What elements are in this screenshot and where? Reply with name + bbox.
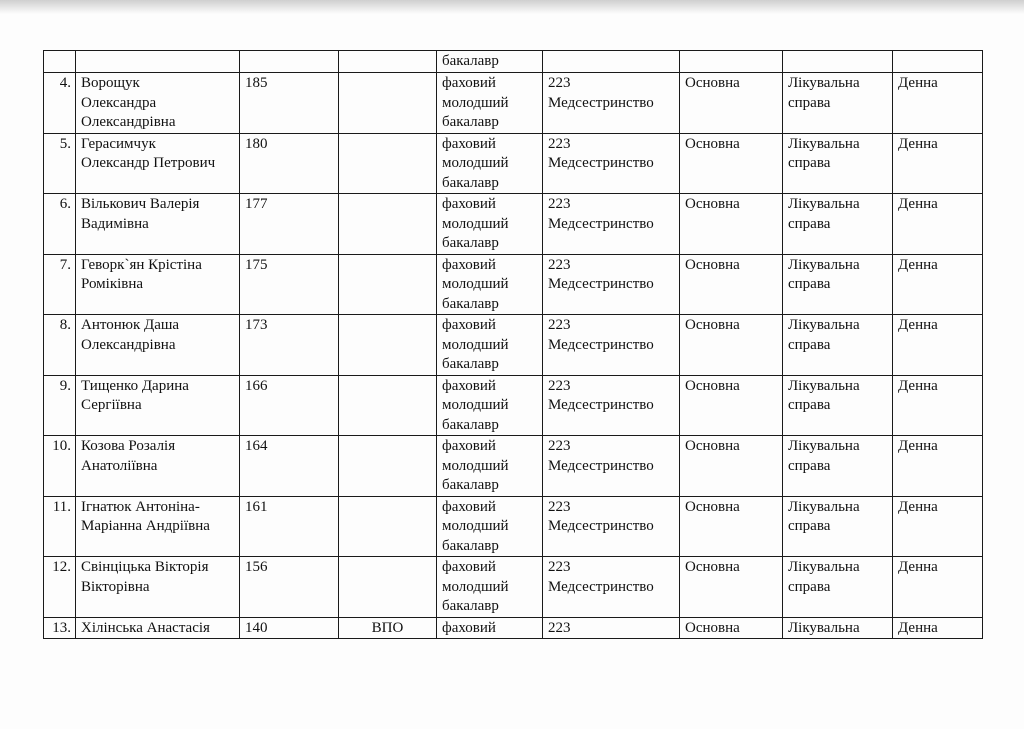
form-line: Денна [898,498,938,515]
specialty-line: 223 [548,196,571,212]
cell-specialty [543,617,680,639]
cell-note [339,254,437,315]
cell-name [76,194,240,255]
name-line: Вількович Валерія [81,196,200,212]
score-line: 175 [245,256,268,273]
table-row [44,617,983,639]
cell-score [240,315,339,376]
degree-line: бакалавр [442,477,499,493]
name-line: Анатоліївна [81,457,158,474]
program-line: Лікувальна [788,377,860,394]
degree-text: бакалавр [442,53,499,69]
name-line: Геворк`ян Крістіна [81,256,202,273]
specialty-line: Медсестринство [548,276,654,292]
cell-form [893,496,983,557]
cell-num [44,51,76,73]
cell-degree [437,73,543,134]
cell-program [783,194,893,255]
cell-program [783,557,893,618]
specialty-line: 223 [548,438,571,454]
cell-specialty [543,557,680,618]
num-line: 7. [59,256,71,273]
score-line: 185 [245,75,268,91]
cell-num [44,315,76,376]
cell-num [44,73,76,134]
basis-line: Основна [685,438,740,454]
cell-program [783,375,893,436]
program-line: Лікувальна [788,75,860,91]
degree-line: бакалавр [442,235,499,251]
table-row [44,496,983,557]
cell-note [339,617,437,639]
cell-score [240,617,339,639]
cell-specialty [543,496,680,557]
cell-note [339,133,437,194]
table-body [44,51,983,639]
cell-form [893,436,983,497]
degree-line: фаховий [442,619,496,636]
cell-score [240,73,339,134]
cell-note [339,496,437,557]
degree-line: фаховий [442,75,496,91]
name-line: Герасимчук [81,135,156,152]
cell-num [44,557,76,618]
name-line: Ігнатюк Антоніна- [81,498,200,515]
score-line: 161 [245,498,268,515]
name-line: Хілінська Анастасія [81,619,210,636]
program-line: Лікувальна [788,317,860,333]
cell-name [76,51,240,73]
degree-line: бакалавр [442,356,499,372]
form-line: Денна [898,135,938,152]
cell-program [783,51,893,73]
score-line: 177 [245,196,268,212]
cell-num [44,617,76,639]
specialty-line: Медсестринство [548,457,654,474]
program-line: справа [788,397,831,413]
cell-form [893,254,983,315]
cell-degree [437,133,543,194]
form-line: Денна [898,559,938,575]
degree-line: молодший [442,94,509,111]
program-line: Лікувальна [788,559,860,575]
cell-program [783,436,893,497]
degree-line: молодший [442,457,509,474]
cell-basis [680,194,783,255]
cell-specialty [543,194,680,255]
cell-degree [437,617,543,639]
cell-specialty [543,436,680,497]
form-line: Денна [898,619,938,636]
form-line: Денна [898,196,938,212]
cell-specialty [543,73,680,134]
cell-program [783,496,893,557]
form-line: Денна [898,256,938,273]
cell-specialty [543,51,680,73]
table-row [44,133,983,194]
basis-line: Основна [685,317,740,333]
scan-shadow-edge [0,0,1024,14]
program-line: Лікувальна [788,619,860,636]
cell-score [240,375,339,436]
name-line: Вікторівна [81,578,150,595]
cell-degree [437,557,543,618]
cell-name [76,375,240,436]
specialty-line: 223 [548,377,571,394]
form-line: Денна [898,377,938,394]
cell-name [76,315,240,376]
cell-form [893,73,983,134]
cell-degree [437,254,543,315]
program-line: справа [788,94,831,111]
cell-num [44,375,76,436]
cell-name [76,73,240,134]
name-line: Олександрівна [81,114,176,130]
program-line: Лікувальна [788,196,860,212]
table-row [44,73,983,134]
name-line: Козова Розалія [81,438,176,454]
program-line: Лікувальна [788,135,860,152]
cell-basis [680,315,783,376]
name-line: Ворощук [81,75,140,91]
degree-line: фаховий [442,498,496,515]
score-line: 166 [245,377,268,394]
degree-line: фаховий [442,317,496,333]
score-line: 180 [245,135,268,152]
cell-note [339,73,437,134]
degree-line: молодший [442,397,509,413]
program-line: справа [788,518,831,534]
name-line: Олександрівна [81,336,176,353]
name-line: Антонюк Даша [81,317,180,333]
cell-score [240,436,339,497]
cell-degree [437,375,543,436]
basis-line: Основна [685,256,740,273]
cell-program [783,73,893,134]
cell-basis [680,73,783,134]
specialty-line: Медсестринство [548,518,654,534]
degree-line: бакалавр [442,416,499,433]
cell-specialty [543,315,680,376]
specialty-line: 223 [548,75,571,91]
num-line: 12. [52,559,71,575]
degree-line: фаховий [442,256,496,273]
cell-score [240,51,339,73]
cell-specialty [543,133,680,194]
basis-line: Основна [685,559,740,575]
cell-form [893,375,983,436]
cell-note [339,194,437,255]
cell-basis [680,51,783,73]
program-line: Лікувальна [788,438,860,454]
num-line: 4. [59,75,71,91]
program-line: справа [788,336,831,353]
cell-basis [680,617,783,639]
num-line: 13. [52,619,71,636]
cell-basis [680,375,783,436]
specialty-line: 223 [548,317,571,333]
cell-score [240,254,339,315]
cell-name [76,436,240,497]
cell-degree [437,194,543,255]
basis-line: Основна [685,498,740,515]
degree-line: молодший [442,518,509,534]
cell-program [783,315,893,376]
specialty-line: 223 [548,256,571,273]
basis-line: Основна [685,619,740,636]
cell-num [44,496,76,557]
table-row [44,315,983,376]
name-line: Роміківна [81,276,144,292]
degree-line: бакалавр [442,174,499,191]
cell-program [783,254,893,315]
table-row [44,557,983,618]
specialty-line: Медсестринство [548,155,654,171]
specialty-line: Медсестринство [548,94,654,111]
program-line: Лікувальна [788,256,860,273]
cell-score [240,557,339,618]
cell-basis [680,254,783,315]
degree-line: молодший [442,155,509,171]
cell-form [893,617,983,639]
degree-line: молодший [442,336,509,353]
degree-line: молодший [442,578,509,595]
specialty-line: Медсестринство [548,397,654,413]
form-line: Денна [898,75,938,91]
form-line: Денна [898,317,938,333]
num-line: 10. [52,438,71,454]
degree-line: бакалавр [442,537,499,554]
specialty-line: Медсестринство [548,215,654,232]
table-row [44,375,983,436]
cell-note [339,436,437,497]
degree-line: бакалавр [442,598,499,614]
cell-degree [437,315,543,376]
specialty-line: Медсестринство [548,336,654,353]
degree-line: фаховий [442,196,496,212]
cell-degree [437,51,543,73]
num-line: 6. [59,196,71,212]
basis-line: Основна [685,196,740,212]
name-line: Олександр Петрович [81,155,216,171]
cell-score [240,133,339,194]
table-row-fragment [44,51,983,73]
cell-form [893,51,983,73]
score-line: 140 [245,619,268,636]
cell-note [339,557,437,618]
specialty-line: 223 [548,619,571,636]
score-line: 156 [245,559,268,575]
program-line: справа [788,578,831,595]
cell-name [76,133,240,194]
degree-line: молодший [442,276,509,292]
degree-line: бакалавр [442,114,499,130]
cell-note [339,51,437,73]
cell-basis [680,496,783,557]
program-line: справа [788,457,831,474]
cell-program [783,133,893,194]
table-row [44,194,983,255]
basis-line: Основна [685,377,740,394]
applicants-table [43,50,983,639]
cell-form [893,315,983,376]
cell-form [893,557,983,618]
program-line: справа [788,155,831,171]
program-line: справа [788,215,831,232]
basis-line: Основна [685,75,740,91]
specialty-line: 223 [548,559,571,575]
cell-specialty [543,254,680,315]
num-line: 8. [59,317,71,333]
form-line: Денна [898,438,938,454]
specialty-line: 223 [548,498,571,515]
cell-score [240,496,339,557]
specialty-line: Медсестринство [548,578,654,595]
cell-note [339,315,437,376]
cell-name [76,254,240,315]
num-line: 11. [52,498,71,515]
degree-line: фаховий [442,377,496,394]
specialty-line: 223 [548,135,571,152]
cell-program [783,617,893,639]
name-line: Тищенко Дарина [81,377,189,394]
name-line: Вадимівна [81,215,149,232]
degree-line: фаховий [442,135,496,152]
basis-line: Основна [685,135,740,152]
cell-name [76,617,240,639]
program-line: Лікувальна [788,498,860,515]
cell-form [893,133,983,194]
cell-num [44,436,76,497]
cell-basis [680,436,783,497]
score-line: 173 [245,317,268,333]
cell-degree [437,436,543,497]
cell-specialty [543,375,680,436]
name-line: Маріанна Андріївна [81,518,210,534]
num-line: 9. [59,377,71,394]
cell-score [240,194,339,255]
cell-num [44,254,76,315]
name-line: Олександра [81,94,157,111]
cell-degree [437,496,543,557]
cell-note [339,375,437,436]
degree-line: бакалавр [442,295,499,312]
name-line: Сергіївна [81,397,142,413]
num-line: 5. [59,135,71,152]
score-line: 164 [245,438,268,454]
program-line: справа [788,276,831,292]
cell-basis [680,133,783,194]
cell-name [76,496,240,557]
table-row [44,254,983,315]
degree-line: фаховий [442,438,496,454]
note-line: ВПО [371,619,404,636]
degree-line: фаховий [442,559,496,575]
name-line: Свінціцька Вікторія [81,559,209,575]
degree-line: молодший [442,215,509,232]
cell-num [44,194,76,255]
table-row [44,436,983,497]
cell-basis [680,557,783,618]
cell-form [893,194,983,255]
cell-name [76,557,240,618]
cell-num [44,133,76,194]
